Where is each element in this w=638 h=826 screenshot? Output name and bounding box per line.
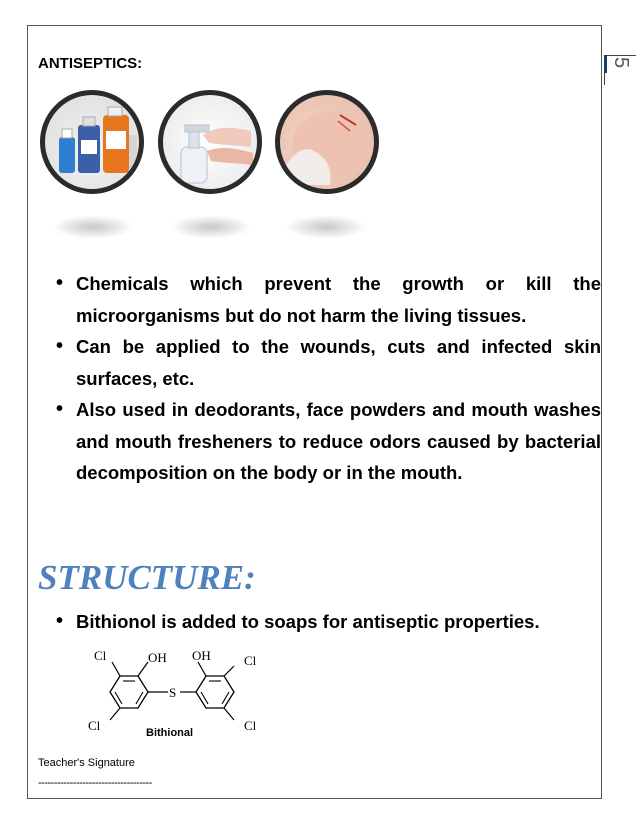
molecule-label: Bithional xyxy=(146,727,194,739)
teacher-signature-label: Teacher's Signature xyxy=(38,757,135,769)
atom-s: S xyxy=(169,685,177,700)
page-number-rule xyxy=(604,55,636,56)
hand-sanitizer-photo xyxy=(158,90,262,194)
photo-shadow xyxy=(170,215,252,239)
page-number-accent xyxy=(604,55,607,73)
structure-bullet-list xyxy=(56,606,602,637)
list-item: • Also used in deodorants, face powders and mouth washes and mouth fresheners to reduce odors caused by bacterial decomposition on the body or in the mouth. xyxy=(76,394,601,489)
bithionol-structure xyxy=(82,646,282,741)
atom-oh-left: OH xyxy=(148,650,167,665)
photo-shadow xyxy=(52,215,134,239)
antiseptics-bullet-list xyxy=(56,268,602,489)
structure-heading: STRUCTURE: xyxy=(38,558,256,597)
atom-oh-right: OH xyxy=(192,648,211,663)
list-item: • Chemicals which prevent the growth or kill the microorganisms but do not harm the living tissues. xyxy=(76,268,601,331)
atom-cl-bottom-right: Cl xyxy=(244,718,257,733)
signature-line: ------------------------------------ xyxy=(38,777,152,789)
wound-treatment-photo xyxy=(275,90,379,194)
bottles-illustration xyxy=(45,95,139,189)
section-heading: ANTISEPTICS: xyxy=(38,55,143,72)
atom-cl-bottom-left: Cl xyxy=(88,718,101,733)
list-item: • Bithionol is added to soaps for antiseptic properties. xyxy=(76,606,602,637)
page-number-marker xyxy=(604,55,636,85)
wound-illustration xyxy=(280,95,374,189)
atom-cl-top-right: Cl xyxy=(244,653,257,668)
molecule-diagram xyxy=(82,646,282,741)
list-item: • Can be applied to the wounds, cuts and infected skin surfaces, etc. xyxy=(76,331,601,394)
sanitizer-illustration xyxy=(163,95,257,189)
antiseptic-bottles-photo xyxy=(40,90,144,194)
photo-shadow xyxy=(285,215,367,239)
photo-row xyxy=(40,90,390,250)
page-number: 5 xyxy=(610,57,632,69)
atom-cl-top-left: Cl xyxy=(94,648,107,663)
